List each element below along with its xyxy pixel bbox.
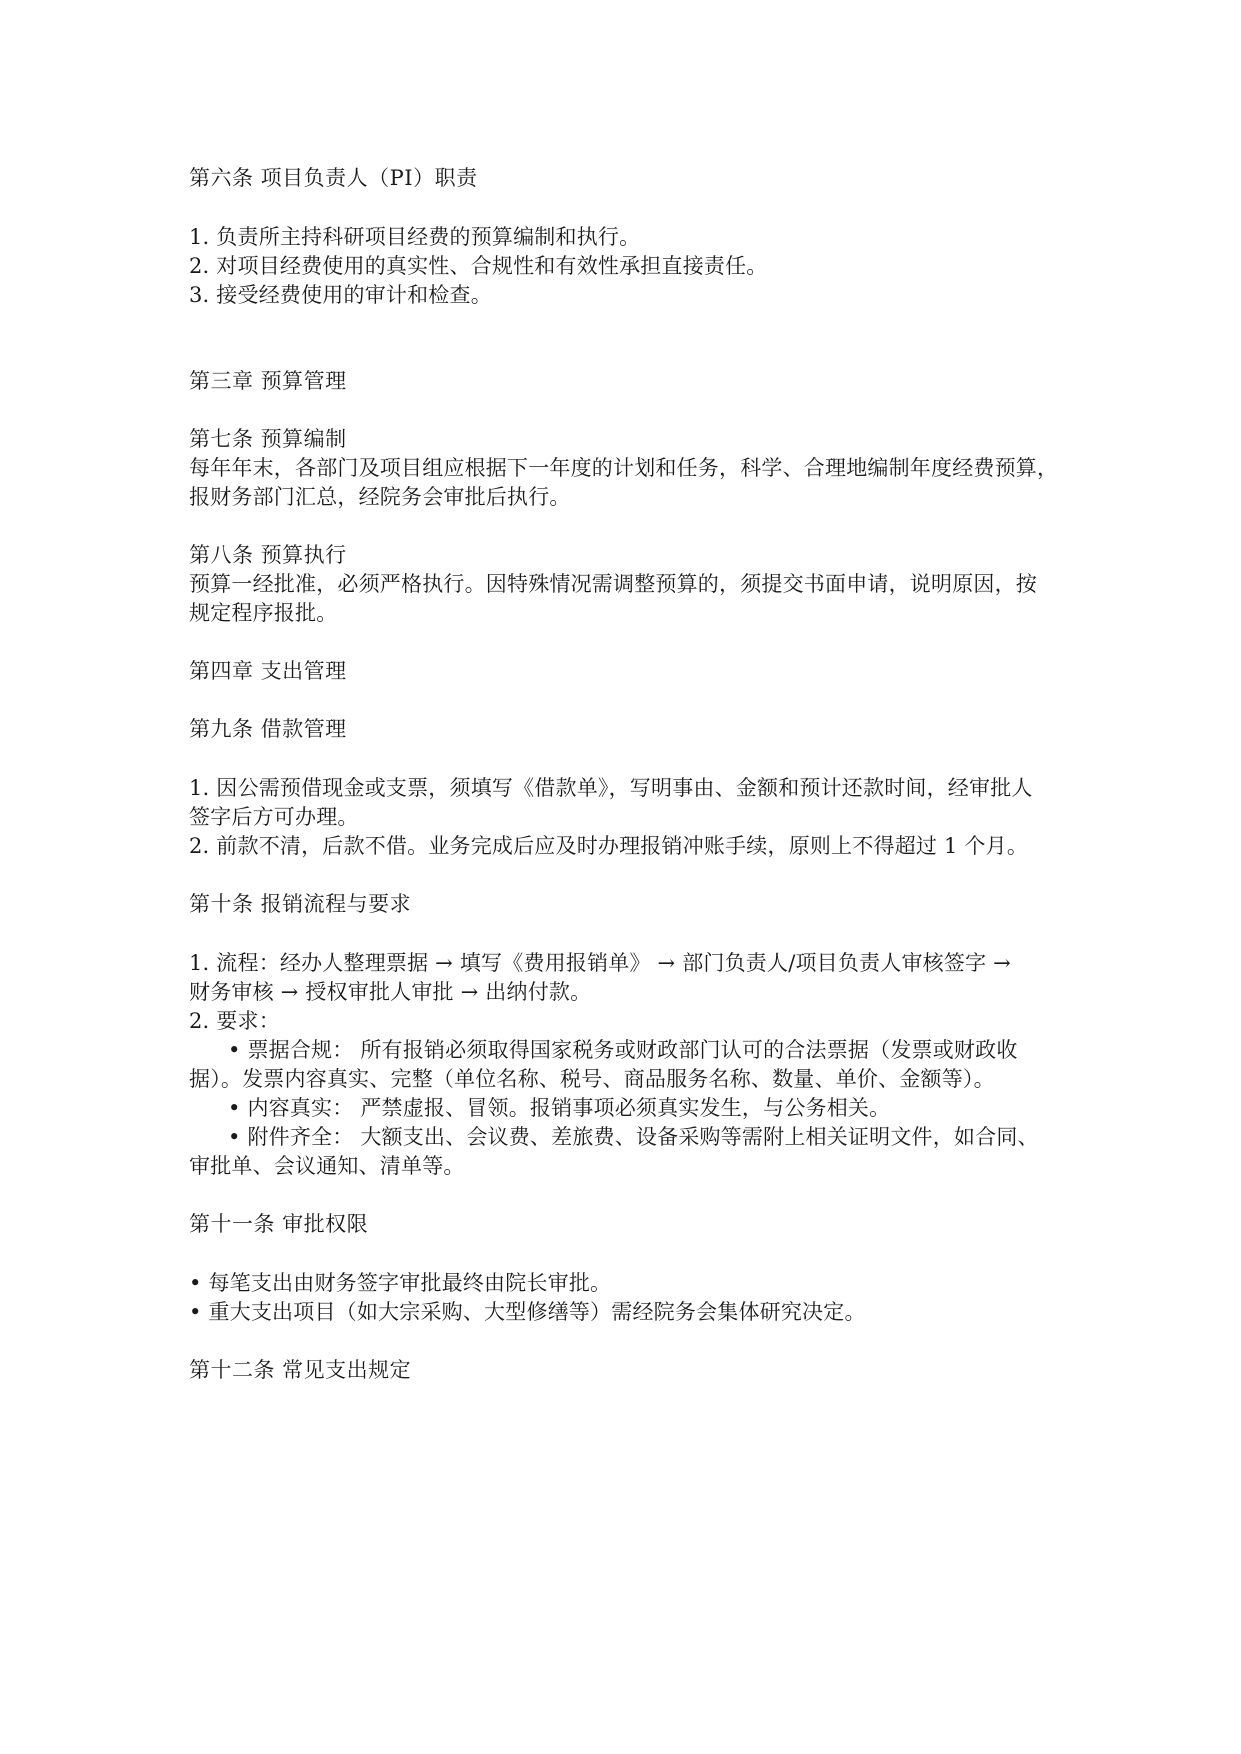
- article-6-heading: 第六条 项目负责人（PI）职责: [189, 166, 478, 190]
- article-10-line-2: 财务审核 → 授权审批人审批 → 出纳付款。: [189, 980, 592, 1004]
- article-8-heading: 第八条 预算执行: [189, 543, 347, 567]
- article-10-bullet-1: • 票据合规： 所有报销必须取得国家税务或财政部门认可的合法票据（发票或财政收: [228, 1038, 1018, 1062]
- article-9-line-3: 2. 前款不清，后款不借。业务完成后应及时办理报销冲账手续，原则上不得超过 1 个月。: [189, 834, 1029, 858]
- article-10-heading: 第十条 报销流程与要求: [189, 892, 412, 916]
- article-6-item-3: 3. 接受经费使用的审计和检查。: [189, 283, 492, 307]
- article-10-bullet-2: • 内容真实： 严禁虚报、冒领。报销事项必须真实发生，与公务相关。: [228, 1096, 891, 1120]
- article-10-line-3: 2. 要求：: [189, 1009, 280, 1033]
- article-7-heading: 第七条 预算编制: [189, 427, 347, 451]
- article-7-line-2: 报财务部门汇总，经院务会审批后执行。: [189, 485, 571, 509]
- article-12-heading: 第十二条 常见支出规定: [189, 1358, 412, 1382]
- chapter-4-heading: 第四章 支出管理: [189, 659, 347, 683]
- article-9-line-2: 签字后方可办理。: [189, 805, 359, 829]
- article-6-item-2: 2. 对项目经费使用的真实性、合规性和有效性承担直接责任。: [189, 254, 768, 278]
- article-8-line-1: 预算一经批准，必须严格执行。因特殊情况需调整预算的，须提交书面申请，说明原因，按: [189, 572, 1037, 596]
- article-11-item-1: • 每笔支出由财务签字审批最终由院长审批。: [189, 1271, 612, 1295]
- article-10-line-1: 1. 流程：经办人整理票据 → 填写《费用报销单》 → 部门负责人/项目负责人审核签字 →: [189, 951, 1011, 975]
- article-7-line-1: 每年年末，各部门及项目组应根据下一年度的计划和任务，科学、合理地编制年度经费预算，: [189, 456, 1059, 480]
- article-10-bullet-3: • 附件齐全： 大额支出、会议费、差旅费、设备采购等需附上相关证明文件，如合同、: [228, 1125, 1039, 1149]
- article-6-item-1: 1. 负责所主持科研项目经费的预算编制和执行。: [189, 225, 641, 249]
- chapter-3-heading: 第三章 预算管理: [189, 369, 347, 393]
- article-11-item-2: • 重大支出项目（如大宗采购、大型修缮等）需经院务会集体研究决定。: [189, 1300, 866, 1324]
- article-8-line-2: 规定程序报批。: [189, 601, 338, 625]
- article-10-line-8: 审批单、会议通知、清单等。: [189, 1154, 465, 1178]
- article-11-heading: 第十一条 审批权限: [189, 1212, 369, 1236]
- article-9-line-1: 1. 因公需预借现金或支票，须填写《借款单》，写明事由、金额和预计还款时间，经审批人: [189, 776, 1033, 800]
- article-9-heading: 第九条 借款管理: [189, 717, 347, 741]
- article-10-line-5: 据）。发票内容真实、完整（单位名称、税号、商品服务名称、数量、单价、金额等）。: [189, 1067, 995, 1091]
